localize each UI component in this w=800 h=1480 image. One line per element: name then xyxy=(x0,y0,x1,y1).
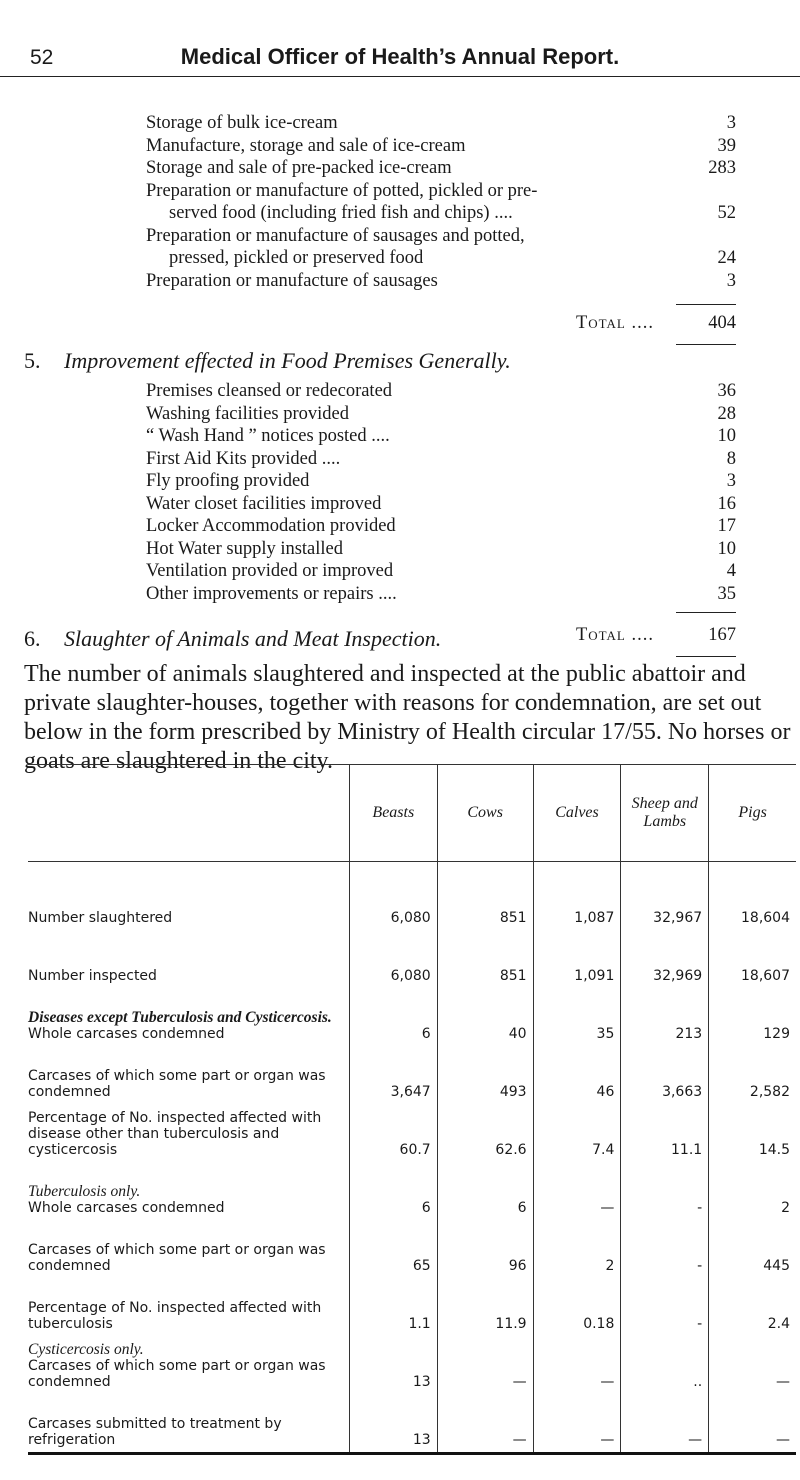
table-cell: — xyxy=(437,1336,533,1394)
list-item: “ Wash Hand ” notices posted .... 10 xyxy=(146,426,736,446)
table-cell: 6 xyxy=(349,1162,437,1220)
premises-list xyxy=(146,112,736,333)
table-cell: 14.5 xyxy=(709,1104,796,1162)
table-cell: 1,091 xyxy=(533,930,621,988)
table-cell: 40 xyxy=(437,988,533,1046)
row-label xyxy=(28,1336,349,1394)
row-label-text: Carcases of which some part or organ was condemned xyxy=(28,1358,326,1390)
table-cell: 129 xyxy=(709,988,796,1046)
table-cell: 493 xyxy=(437,1046,533,1104)
table-row xyxy=(28,1046,796,1104)
list-item: Other improvements or repairs .... 35 xyxy=(146,583,736,604)
row-label xyxy=(28,930,349,988)
table-cell: 2.4 xyxy=(709,1278,796,1336)
page-header xyxy=(0,40,800,77)
premises-total: Total .... 404 xyxy=(575,313,736,333)
table-cell: 32,969 xyxy=(621,930,709,988)
row-label xyxy=(28,988,349,1046)
list-item: Manufacture, storage and sale of ice-cream 39 xyxy=(146,135,736,156)
column-header: Sheep and Lambs xyxy=(621,765,709,862)
table-cell: 32,967 xyxy=(621,862,709,931)
row-label xyxy=(28,1278,349,1336)
table-cell: 6 xyxy=(437,1162,533,1220)
column-header: Calves xyxy=(533,765,621,862)
list-item: Preparation or manufacture of sausages 3 xyxy=(146,270,736,291)
table-cell: 445 xyxy=(709,1220,796,1278)
table-cell: 11.9 xyxy=(437,1278,533,1336)
row-label-text: Carcases submitted to treatment by refrigeration xyxy=(28,1416,282,1448)
row-label-text: Number inspected xyxy=(28,968,157,984)
list-item: Preparation or manufacture of potted, pickled or pre- xyxy=(146,180,538,201)
row-label-text: Carcases of which some part or organ was condemned xyxy=(28,1068,326,1100)
row-label xyxy=(28,1162,349,1220)
list-item: First Aid Kits provided .... 8 xyxy=(146,448,736,469)
row-label xyxy=(28,1046,349,1104)
table-cell: — xyxy=(533,1162,621,1220)
table-cell: — xyxy=(709,1336,796,1394)
table-cell: 96 xyxy=(437,1220,533,1278)
table-row xyxy=(28,930,796,988)
table-cell: 13 xyxy=(349,1336,437,1394)
table-cell: 3,647 xyxy=(349,1046,437,1104)
table-cell: — xyxy=(533,1336,621,1394)
table-header-row xyxy=(28,765,796,862)
table-cell: 851 xyxy=(437,862,533,931)
improvements-list xyxy=(146,380,736,645)
total-rule xyxy=(676,656,736,657)
table-row xyxy=(28,1220,796,1278)
table-cell: — xyxy=(533,1394,621,1454)
list-item: Ventilation provided or improved 4 xyxy=(146,561,736,581)
table-cell: 6 xyxy=(349,988,437,1046)
column-header: Pigs xyxy=(709,765,796,862)
table-cell: 7.4 xyxy=(533,1104,621,1162)
row-label-text: Number slaughtered xyxy=(28,910,173,926)
section-6-paragraph: The number of animals slaughtered and inspected at the public abattoir and private slaughter-houses, together with reasons for condemnation, are set out below in the form prescribed by Ministry of Health circular 17/55. No horses or goats are slaughtered in the city. xyxy=(24,661,791,774)
list-item: Storage of bulk ice-cream 3 xyxy=(146,113,736,133)
table-cell: 35 xyxy=(533,988,621,1046)
list-item: Water closet facilities improved 16 xyxy=(146,493,736,514)
column-header: Beasts xyxy=(349,765,437,862)
table-cell: 60.7 xyxy=(349,1104,437,1162)
list-item: Hot Water supply installed 10 xyxy=(146,538,736,559)
table-row xyxy=(28,988,796,1046)
row-label-text: Percentage of No. inspected affected with tuberculosis xyxy=(28,1300,322,1332)
list-item: Premises cleansed or redecorated 36 xyxy=(146,381,736,401)
table-row xyxy=(28,1104,796,1162)
table-row xyxy=(28,1394,796,1454)
meat-inspection-table xyxy=(28,764,796,1455)
row-label-text: Whole carcases condemned xyxy=(28,1200,225,1216)
table-row xyxy=(28,1278,796,1336)
list-item: Storage and sale of pre-packed ice-cream 283 xyxy=(146,158,736,178)
row-group-heading: Tuberculosis only. xyxy=(28,1183,141,1200)
list-item: Locker Accommodation provided 17 xyxy=(146,516,736,536)
table-cell: - xyxy=(621,1278,709,1336)
row-label xyxy=(28,1394,349,1454)
total-rule xyxy=(676,344,736,345)
table-cell: 62.6 xyxy=(437,1104,533,1162)
table-cell: 65 xyxy=(349,1220,437,1278)
row-label-header xyxy=(28,765,349,862)
list-item-continued: pressed, pickled or preserved food 24 xyxy=(169,248,736,268)
row-label-text: Carcases of which some part or organ was condemned xyxy=(28,1242,326,1274)
table-cell: 3,663 xyxy=(621,1046,709,1104)
table-cell: .. xyxy=(621,1336,709,1394)
row-group-heading: Diseases except Tuberculosis and Cysticercosis. xyxy=(28,1009,332,1026)
running-title: Medical Officer of Health’s Annual Report. xyxy=(180,44,620,69)
row-label-text: Percentage of No. inspected affected with disease other than tuberculosis and cysticercosis xyxy=(28,1110,322,1158)
list-item-continued: served food (including fried fish and chips) .... 52 xyxy=(169,203,736,223)
row-label-text: Whole carcases condemned xyxy=(28,1026,225,1042)
table-row xyxy=(28,1336,796,1394)
table-cell: 2 xyxy=(533,1220,621,1278)
list-item: Washing facilities provided 28 xyxy=(146,403,736,424)
table-cell: 18,607 xyxy=(709,930,796,988)
table-cell: 0.18 xyxy=(533,1278,621,1336)
row-label xyxy=(28,1104,349,1162)
table-cell: 18,604 xyxy=(709,862,796,931)
table-cell: 2 xyxy=(709,1162,796,1220)
column-header: Cows xyxy=(437,765,533,862)
table-cell: 1,087 xyxy=(533,862,621,931)
table-cell: — xyxy=(621,1394,709,1454)
table-cell: 13 xyxy=(349,1394,437,1454)
table-cell: 6,080 xyxy=(349,930,437,988)
table-cell: - xyxy=(621,1220,709,1278)
table-cell: 851 xyxy=(437,930,533,988)
list-item: Preparation or manufacture of sausages and potted, xyxy=(146,225,525,246)
page-number: 52 xyxy=(30,46,54,69)
table-row xyxy=(28,1162,796,1220)
table-cell: 213 xyxy=(621,988,709,1046)
total-rule xyxy=(676,304,736,305)
improvements-total: Total .... 167 xyxy=(575,625,736,645)
table-row xyxy=(28,862,796,931)
total-rule xyxy=(676,612,736,613)
list-item: Fly proofing provided 3 xyxy=(146,471,736,491)
table-cell: 6,080 xyxy=(349,862,437,931)
table-cell: - xyxy=(621,1162,709,1220)
table-cell: 2,582 xyxy=(709,1046,796,1104)
table-cell: 1.1 xyxy=(349,1278,437,1336)
table-cell: 46 xyxy=(533,1046,621,1104)
table-cell: — xyxy=(437,1394,533,1454)
table-cell: 11.1 xyxy=(621,1104,709,1162)
row-label xyxy=(28,1220,349,1278)
table-cell: — xyxy=(709,1394,796,1454)
row-group-heading: Cysticercosis only. xyxy=(28,1341,144,1358)
row-label xyxy=(28,862,349,931)
